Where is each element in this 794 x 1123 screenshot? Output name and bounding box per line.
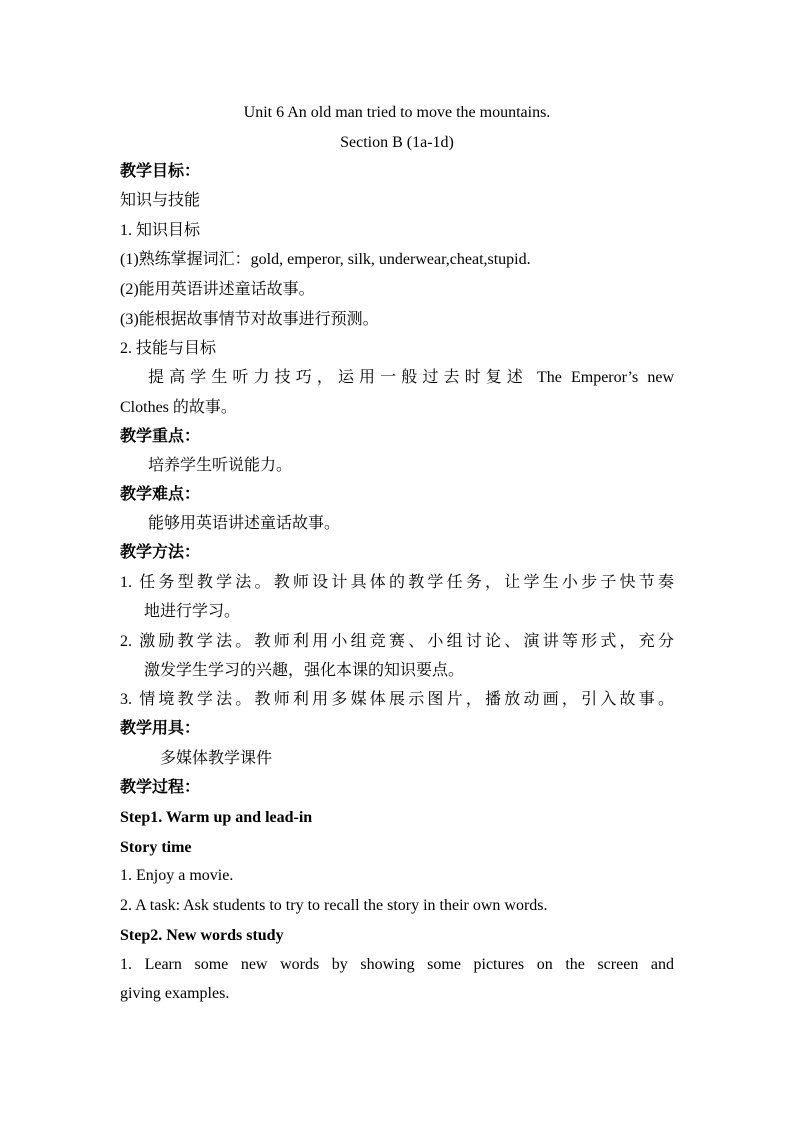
knowledge-skills-label: 知识与技能 [120, 192, 201, 209]
method-heading: 教学方法： [120, 544, 201, 561]
goals-heading: 教学目标： [120, 163, 201, 180]
method-item-1-line-2: 地进行学习。 [144, 603, 241, 620]
goal-item-3: (3)能根据故事情节对故事进行预测。 [120, 311, 379, 328]
step2-item-1-line-1: 1. Learn some new words by showing some pictures on the screen and [120, 956, 674, 973]
step2-item-1-line-2: giving examples. [120, 985, 230, 1002]
knowledge-goal-label: 1. 知识目标 [120, 222, 201, 239]
goal-item-1: (1)熟练掌握词汇：gold, emperor, silk, underwear,cheat,stupid. [120, 251, 531, 268]
skill-text-line-1: 提高学生听力技巧，运用一般过去时复述 The Emperor’s new [148, 369, 674, 386]
method-item-2-line-1: 2. 激励教学法。教师利用小组竞赛、小组讨论、演讲等形式，充分 [120, 633, 674, 650]
step2-heading: Step2. New words study [120, 927, 284, 944]
difficulty-heading: 教学难点： [120, 486, 201, 503]
method-item-2-line-2: 激发学生学习的兴趣，强化本课的知识要点。 [144, 662, 465, 679]
step1-item-2: 2. A task: Ask students to try to recall the story in their own words. [120, 897, 548, 914]
process-heading: 教学过程： [120, 779, 201, 796]
skill-text-line-2: Clothes 的故事。 [120, 399, 237, 416]
skill-goal-label: 2. 技能与目标 [120, 340, 217, 357]
key-points-text: 培养学生听说能力。 [148, 457, 293, 474]
document-title: Unit 6 An old man tried to move the mountains. [243, 104, 551, 121]
step1-heading: Step1. Warm up and lead-in [120, 809, 313, 826]
step1-item-1: 1. Enjoy a movie. [120, 867, 234, 884]
difficulty-text: 能够用英语讲述童话故事。 [148, 515, 341, 532]
story-time-heading: Story time [120, 839, 192, 856]
tools-heading: 教学用具： [120, 720, 201, 737]
key-points-heading: 教学重点： [120, 428, 201, 445]
method-item-3: 3. 情境教学法。教师利用多媒体展示图片，播放动画，引入故事。 [120, 691, 674, 708]
goal-item-2: (2)能用英语讲述童话故事。 [120, 281, 315, 298]
method-item-1-line-1: 1. 任务型教学法。教师设计具体的教学任务，让学生小步子快节奏 [120, 574, 674, 591]
document-subtitle: Section B (1a-1d) [340, 134, 454, 151]
tools-text: 多媒体教学课件 [160, 750, 273, 767]
